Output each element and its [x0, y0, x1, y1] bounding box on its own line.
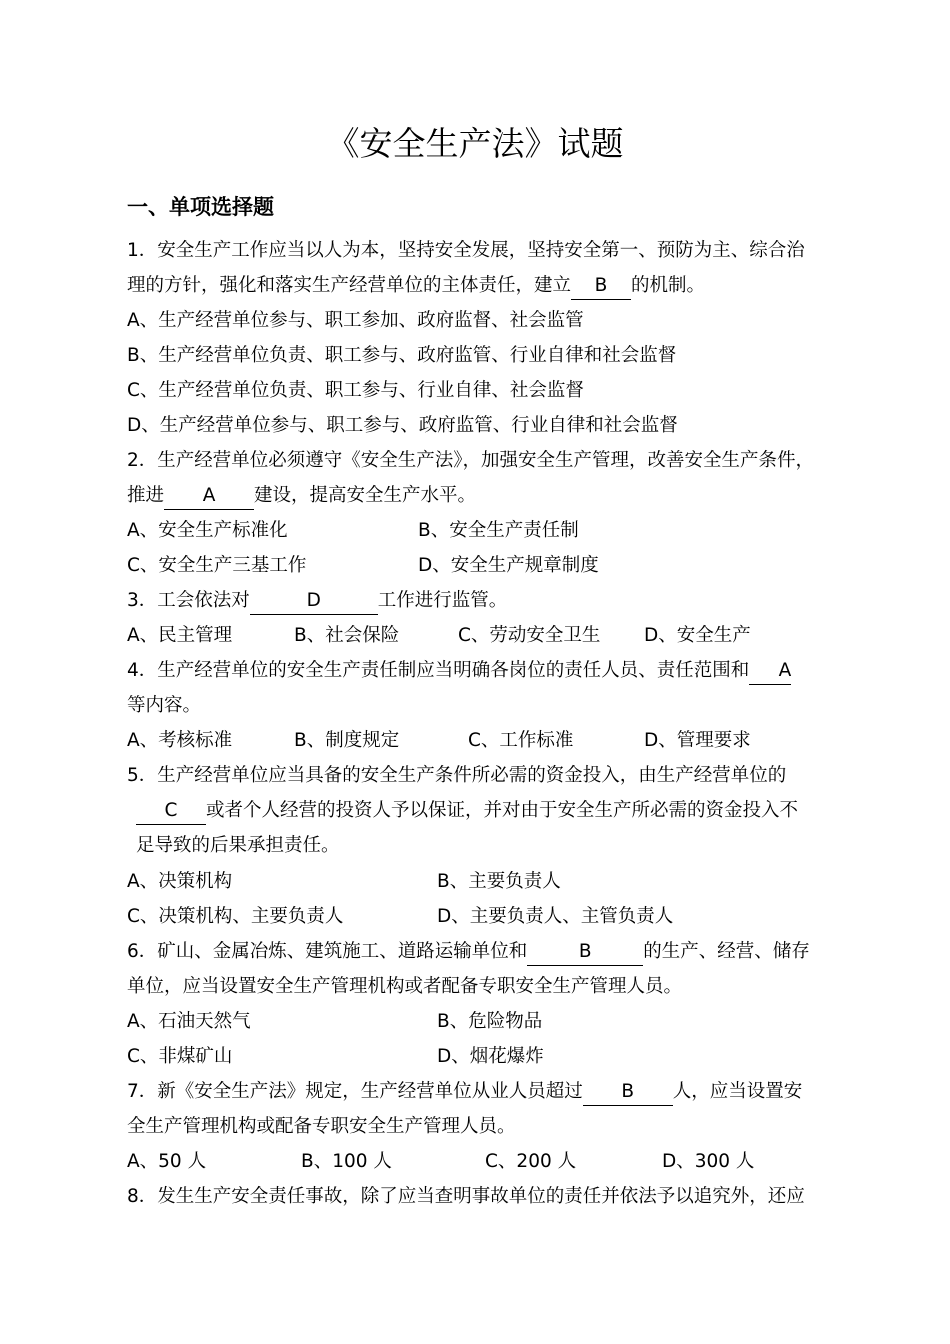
q5-option-c: C、决策机构、主要负责人 [127, 906, 344, 927]
q2-line2 [127, 478, 476, 513]
q5-line3: 足导致的后果承担责任。 [136, 835, 340, 856]
q1-answer-blank: B [571, 273, 631, 300]
q2-option-a: A、安全生产标准化 [127, 520, 288, 541]
q2-line1: 2．生产经营单位必须遵守《安全生产法》，加强安全生产管理，改善安全生产条件， [127, 450, 815, 471]
q7-option-a: A、50 人 [127, 1151, 207, 1172]
q1-line2 [127, 268, 705, 303]
q3-option-d: D、安全生产 [644, 625, 751, 646]
q6-option-d: D、烟花爆炸 [437, 1046, 544, 1067]
q2-text-post: 建设，提高安全生产水平。 [254, 485, 477, 506]
document-title: 《安全生产法》试题 [326, 124, 624, 163]
q1-option-c: C、生产经营单位负责、职工参与、行业自律、社会监督 [127, 380, 584, 401]
q5-line2 [136, 793, 798, 828]
q7-text: 7．新《安全生产法》规定，生产经营单位从业人员超过 [127, 1081, 583, 1102]
q6-text: 6．矿山、金属冶炼、建筑施工、道路运输单位和 [127, 941, 528, 962]
q4-line2: 等内容。 [127, 695, 202, 716]
q4-answer-blank: A [749, 658, 791, 685]
q3-option-c: C、劳动安全卫生 [458, 625, 601, 646]
q5-line1: 5．生产经营单位应当具备的安全生产条件所必需的资金投入，由生产经营单位的 [127, 765, 787, 786]
q3-option-b: B、社会保险 [294, 625, 400, 646]
q6-option-c: C、非煤矿山 [127, 1046, 233, 1067]
q2-text: 推进 [127, 485, 165, 506]
q3-text: 3．工会依法对 [127, 590, 250, 611]
q8-line1: 8．发生生产安全责任事故，除了应当查明事故单位的责任并依法予以追究外，还应 [127, 1186, 805, 1207]
q1-line1: 1．安全生产工作应当以人为本，坚持安全发展，坚持安全第一、预防为主、综合治 [127, 240, 805, 261]
q2-option-d: D、安全生产规章制度 [418, 555, 599, 576]
q7-option-b: B、100 人 [301, 1151, 392, 1172]
q6-line1 [127, 934, 810, 969]
q5-option-a: A、决策机构 [127, 871, 233, 892]
q5-answer-blank: C [136, 798, 206, 825]
q1-option-d: D、生产经营单位参与、职工参与、政府监管、行业自律和社会监督 [127, 415, 678, 436]
q2-answer-blank: A [164, 483, 254, 510]
q3-option-a: A、民主管理 [127, 625, 233, 646]
q2-option-b: B、安全生产责任制 [418, 520, 579, 541]
q5-text-post: 或者个人经营的投资人予以保证，并对由于安全生产所必需的资金投入不 [206, 800, 799, 821]
q4-option-a: A、考核标准 [127, 730, 233, 751]
q7-option-c: C、200 人 [485, 1151, 577, 1172]
q7-line1 [127, 1074, 802, 1109]
q3-text-post: 工作进行监管。 [377, 590, 508, 611]
q1-option-a: A、生产经营单位参与、职工参加、政府监督、社会监管 [127, 310, 584, 331]
q1-option-b: B、生产经营单位负责、职工参与、政府监管、行业自律和社会监督 [127, 345, 677, 366]
q3-line1 [127, 583, 507, 618]
q6-line2: 单位，应当设置安全生产管理机构或者配备专职安全生产管理人员。 [127, 976, 683, 997]
q7-option-d: D、300 人 [662, 1151, 755, 1172]
q4-option-d: D、管理要求 [644, 730, 751, 751]
q6-option-a: A、石油天然气 [127, 1011, 251, 1032]
q4-option-c: C、工作标准 [468, 730, 574, 751]
q2-option-c: C、安全生产三基工作 [127, 555, 307, 576]
q5-option-d: D、主要负责人、主管负责人 [437, 906, 674, 927]
q1-text: 理的方针，强化和落实生产经营单位的主体责任，建立 [127, 275, 572, 296]
q4-text: 4．生产经营单位的安全生产责任制应当明确各岗位的责任人员、责任范围和 [127, 660, 750, 681]
q7-answer-blank: B [583, 1079, 673, 1106]
q4-option-b: B、制度规定 [294, 730, 400, 751]
q6-answer-blank: B [527, 939, 643, 966]
q5-option-b: B、主要负责人 [437, 871, 561, 892]
q6-text-post: 的生产、经营、储存 [643, 941, 810, 962]
q6-option-b: B、危险物品 [437, 1011, 543, 1032]
q1-text-post: 的机制。 [631, 275, 706, 296]
q3-answer-blank: D [250, 588, 378, 615]
q4-line1 [127, 653, 791, 688]
q7-line2: 全生产管理机构或配备专职安全生产管理人员。 [127, 1116, 516, 1137]
q7-text-post: 人，应当设置安 [672, 1081, 803, 1102]
section-heading: 一、单项选择题 [127, 195, 274, 219]
